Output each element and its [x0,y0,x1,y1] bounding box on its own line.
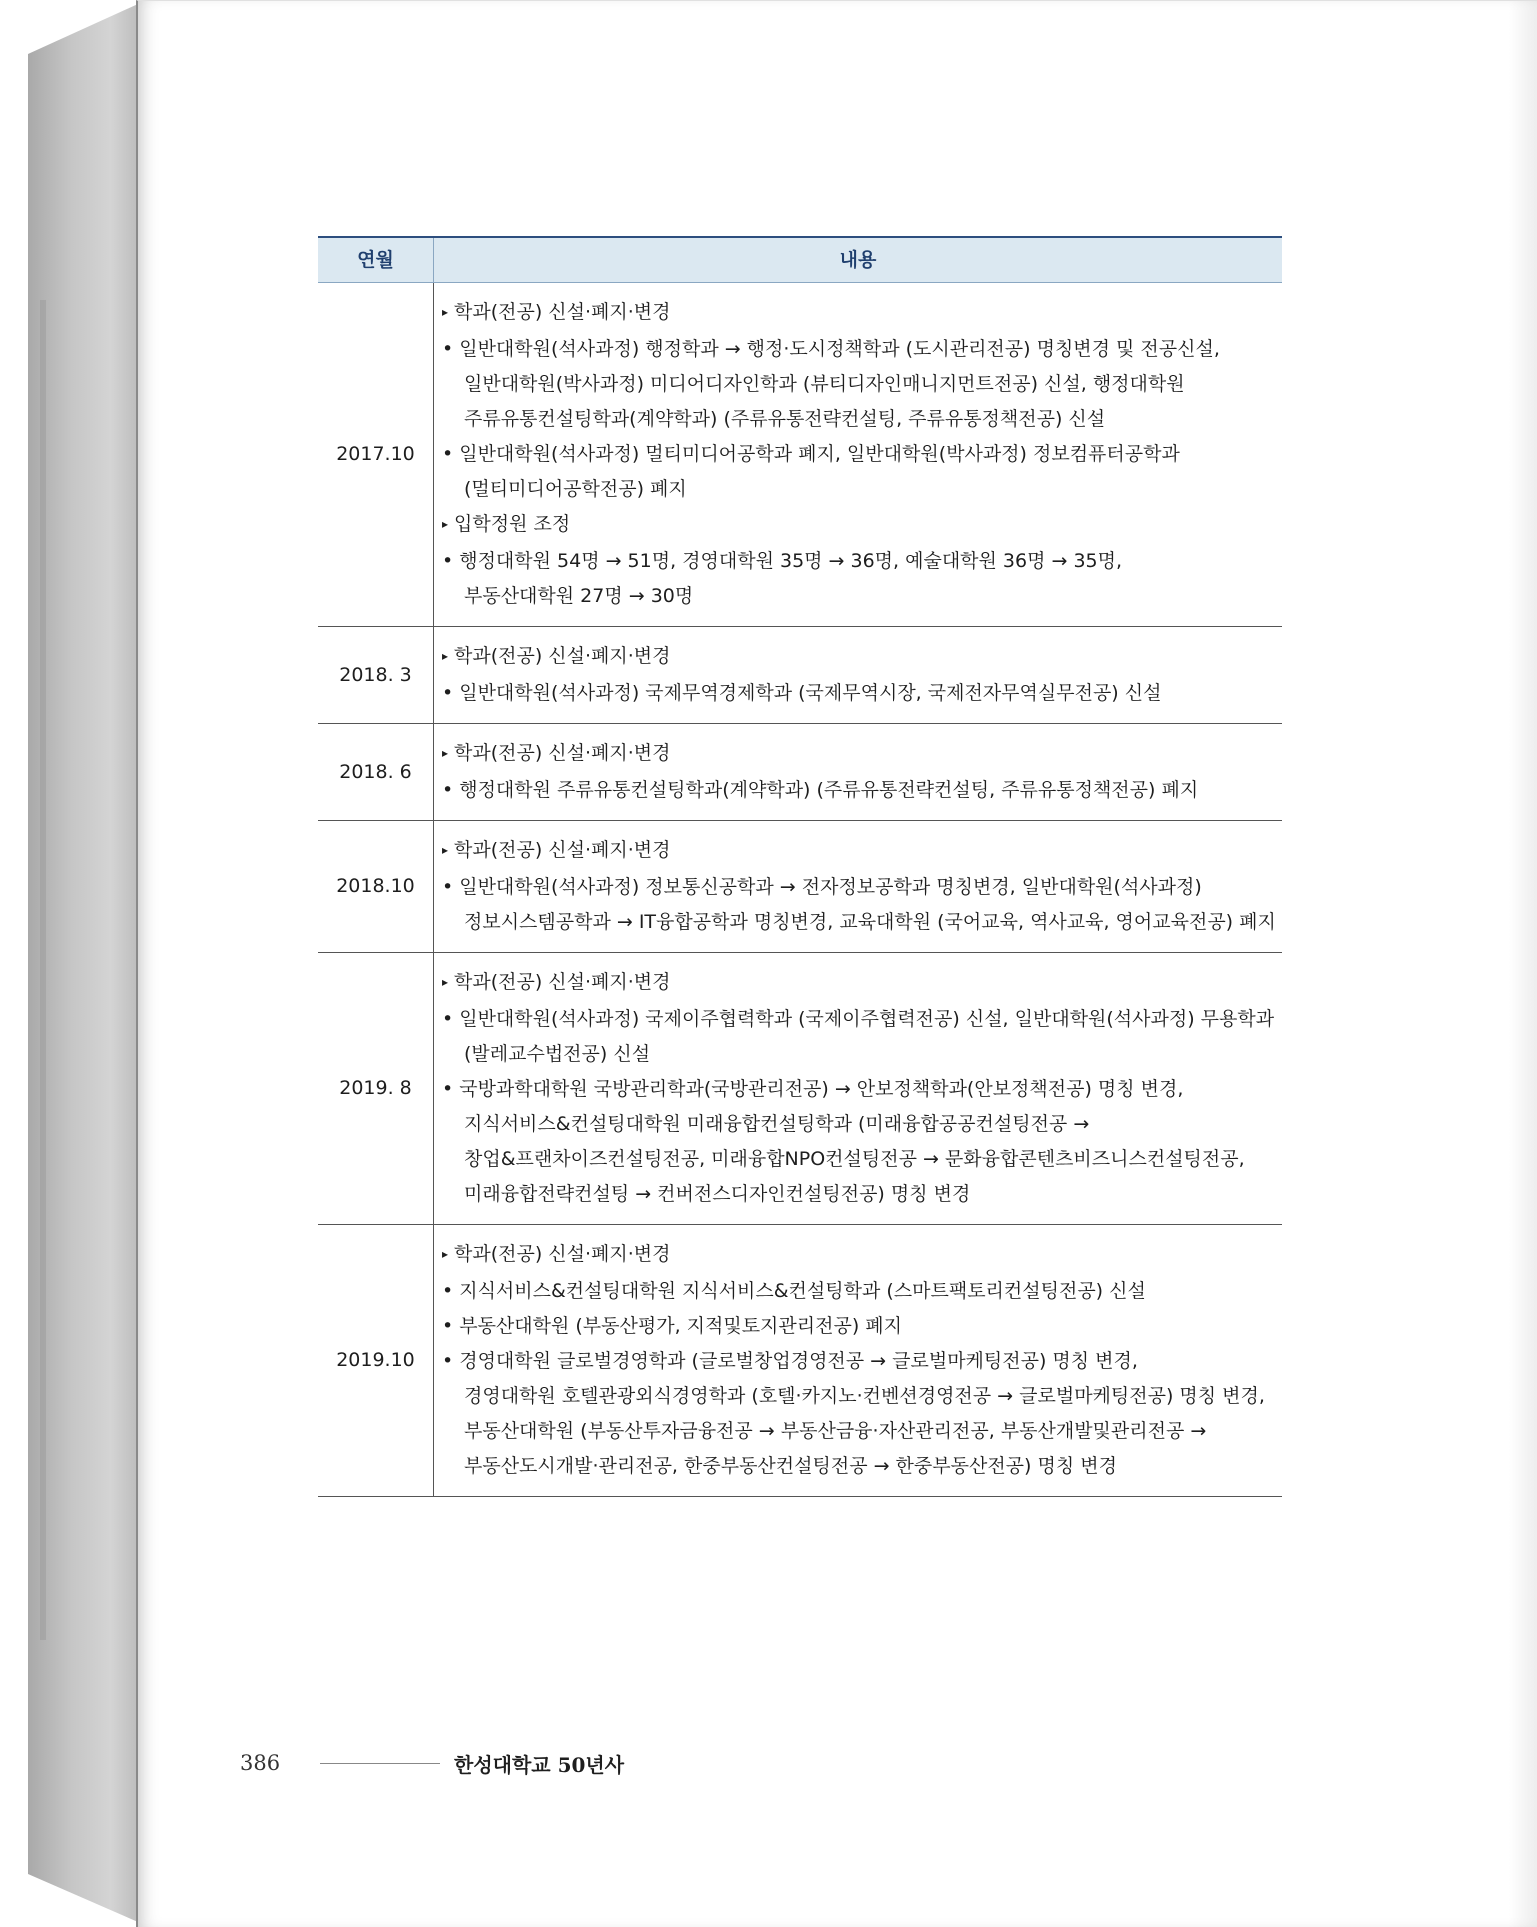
table-header [318,237,1282,283]
continuation-line: 부동산대학원 27명 → 30명 [464,585,694,607]
table-row [318,1225,1282,1497]
row-date: 2018. 3 [318,627,434,724]
book-title: 한성대학교 50년사 [454,1752,625,1777]
category-line: ▸ 학과(전공) 신설·폐지·변경 [442,295,1282,332]
category-line: ▸ 학과(전공) 신설·폐지·변경 [442,833,1282,870]
continuation-line: (멀티미디어공학전공) 폐지 [464,478,687,500]
header-content: 내용 [434,237,1283,283]
continuation-line: 창업&프랜차이즈컨설팅전공, 미래융합NPO컨설팅전공 → 문화융합콘텐츠비즈니스컨설팅전공, [464,1148,1245,1170]
bullet-item: • 국방과학대학원 국방관리학과(국방관리전공) → 안보정책학과(안보정책전공) 명칭 변경, [442,1072,1282,1107]
page-number: 386 [240,1751,281,1775]
row-content [434,724,1283,821]
table-body [318,283,1282,1497]
row-content [434,1225,1283,1497]
row-content [434,953,1283,1225]
bullet-item: • 일반대학원(석사과정) 정보통신공학과 → 전자정보공학과 명칭변경, 일반대학원(석사과정) [442,870,1282,905]
history-table [318,236,1282,1497]
continuation-line: (발레교수법전공) 신설 [464,1043,651,1065]
page-footer [240,1748,624,1778]
table-row [318,724,1282,821]
continuation-line: 미래융합전략컨설팅 → 컨버전스디자인컨설팅전공) 명칭 변경 [464,1183,971,1205]
row-date: 2017.10 [318,283,434,627]
row-date: 2018. 6 [318,724,434,821]
table-row [318,627,1282,724]
bullet-item: • 일반대학원(석사과정) 국제무역경제학과 (국제무역시장, 국제전자무역실무전공) 신설 [442,676,1282,711]
bullet-item: • 경영대학원 글로벌경영학과 (글로벌창업경영전공 → 글로벌마케팅전공) 명칭 변경, [442,1344,1282,1379]
book-edge-line [40,300,46,1640]
table-row [318,283,1282,627]
row-date: 2018.10 [318,821,434,953]
row-date: 2019. 8 [318,953,434,1225]
continuation-line: 일반대학원(박사과정) 미디어디자인학과 (뷰티디자인매니지먼트전공) 신설, 행정대학원 [464,373,1185,395]
bullet-item: • 지식서비스&컨설팅대학원 지식서비스&컨설팅학과 (스마트팩토리컨설팅전공) 신설 [442,1274,1282,1309]
category-line: ▸ 학과(전공) 신설·폐지·변경 [442,736,1282,773]
continuation-line: 부동산대학원 (부동산투자금융전공 → 부동산금융·자산관리전공, 부동산개발및관리전공 → [464,1420,1207,1442]
bullet-item: • 일반대학원(석사과정) 국제이주협력학과 (국제이주협력전공) 신설, 일반대학원(석사과정) 무용학과 [442,1002,1282,1037]
bullet-item: • 일반대학원(석사과정) 행정학과 → 행정·도시정책학과 (도시관리전공) 명칭변경 및 전공신설, [442,332,1282,367]
page-shadow [1509,1,1537,1927]
category-line: ▸ 학과(전공) 신설·폐지·변경 [442,1237,1282,1274]
table-row [318,953,1282,1225]
category-line: ▸ 학과(전공) 신설·폐지·변경 [442,639,1282,676]
continuation-line: 정보시스템공학과 → IT융합공학과 명칭변경, 교육대학원 (국어교육, 역사교육, 영어교육전공) 폐지 [464,911,1276,933]
continuation-line: 경영대학원 호텔관광외식경영학과 (호텔·카지노·컨벤션경영전공 → 글로벌마케팅전공) 명칭 변경, [464,1385,1265,1407]
header-row [318,237,1282,283]
row-date: 2019.10 [318,1225,434,1497]
row-content [434,283,1283,627]
bullet-item: • 일반대학원(석사과정) 멀티미디어공학과 폐지, 일반대학원(박사과정) 정보컴퓨터공학과 [442,437,1282,472]
row-content [434,821,1283,953]
row-content [434,627,1283,724]
table-row [318,821,1282,953]
bullet-item: • 행정대학원 54명 → 51명, 경영대학원 35명 → 36명, 예술대학원 36명 → 35명, [442,544,1282,579]
bullet-item: • 행정대학원 주류유통컨설팅학과(계약학과) (주류유통전략컨설팅, 주류유통정책전공) 폐지 [442,773,1282,808]
category-line: ▸ 입학정원 조정 [442,507,1282,544]
header-date: 연월 [318,237,434,283]
continuation-line: 부동산도시개발·관리전공, 한중부동산컨설팅전공 → 한중부동산전공) 명칭 변경 [464,1455,1117,1477]
continuation-line: 지식서비스&컨설팅대학원 미래융합컨설팅학과 (미래융합공공컨설팅전공 → [464,1113,1090,1135]
footer-rule [320,1763,440,1764]
continuation-line: 주류유통컨설팅학과(계약학과) (주류유통전략컨설팅, 주류유통정책전공) 신설 [464,408,1106,430]
category-line: ▸ 학과(전공) 신설·폐지·변경 [442,965,1282,1002]
bullet-item: • 부동산대학원 (부동산평가, 지적및토지관리전공) 폐지 [442,1309,1282,1344]
